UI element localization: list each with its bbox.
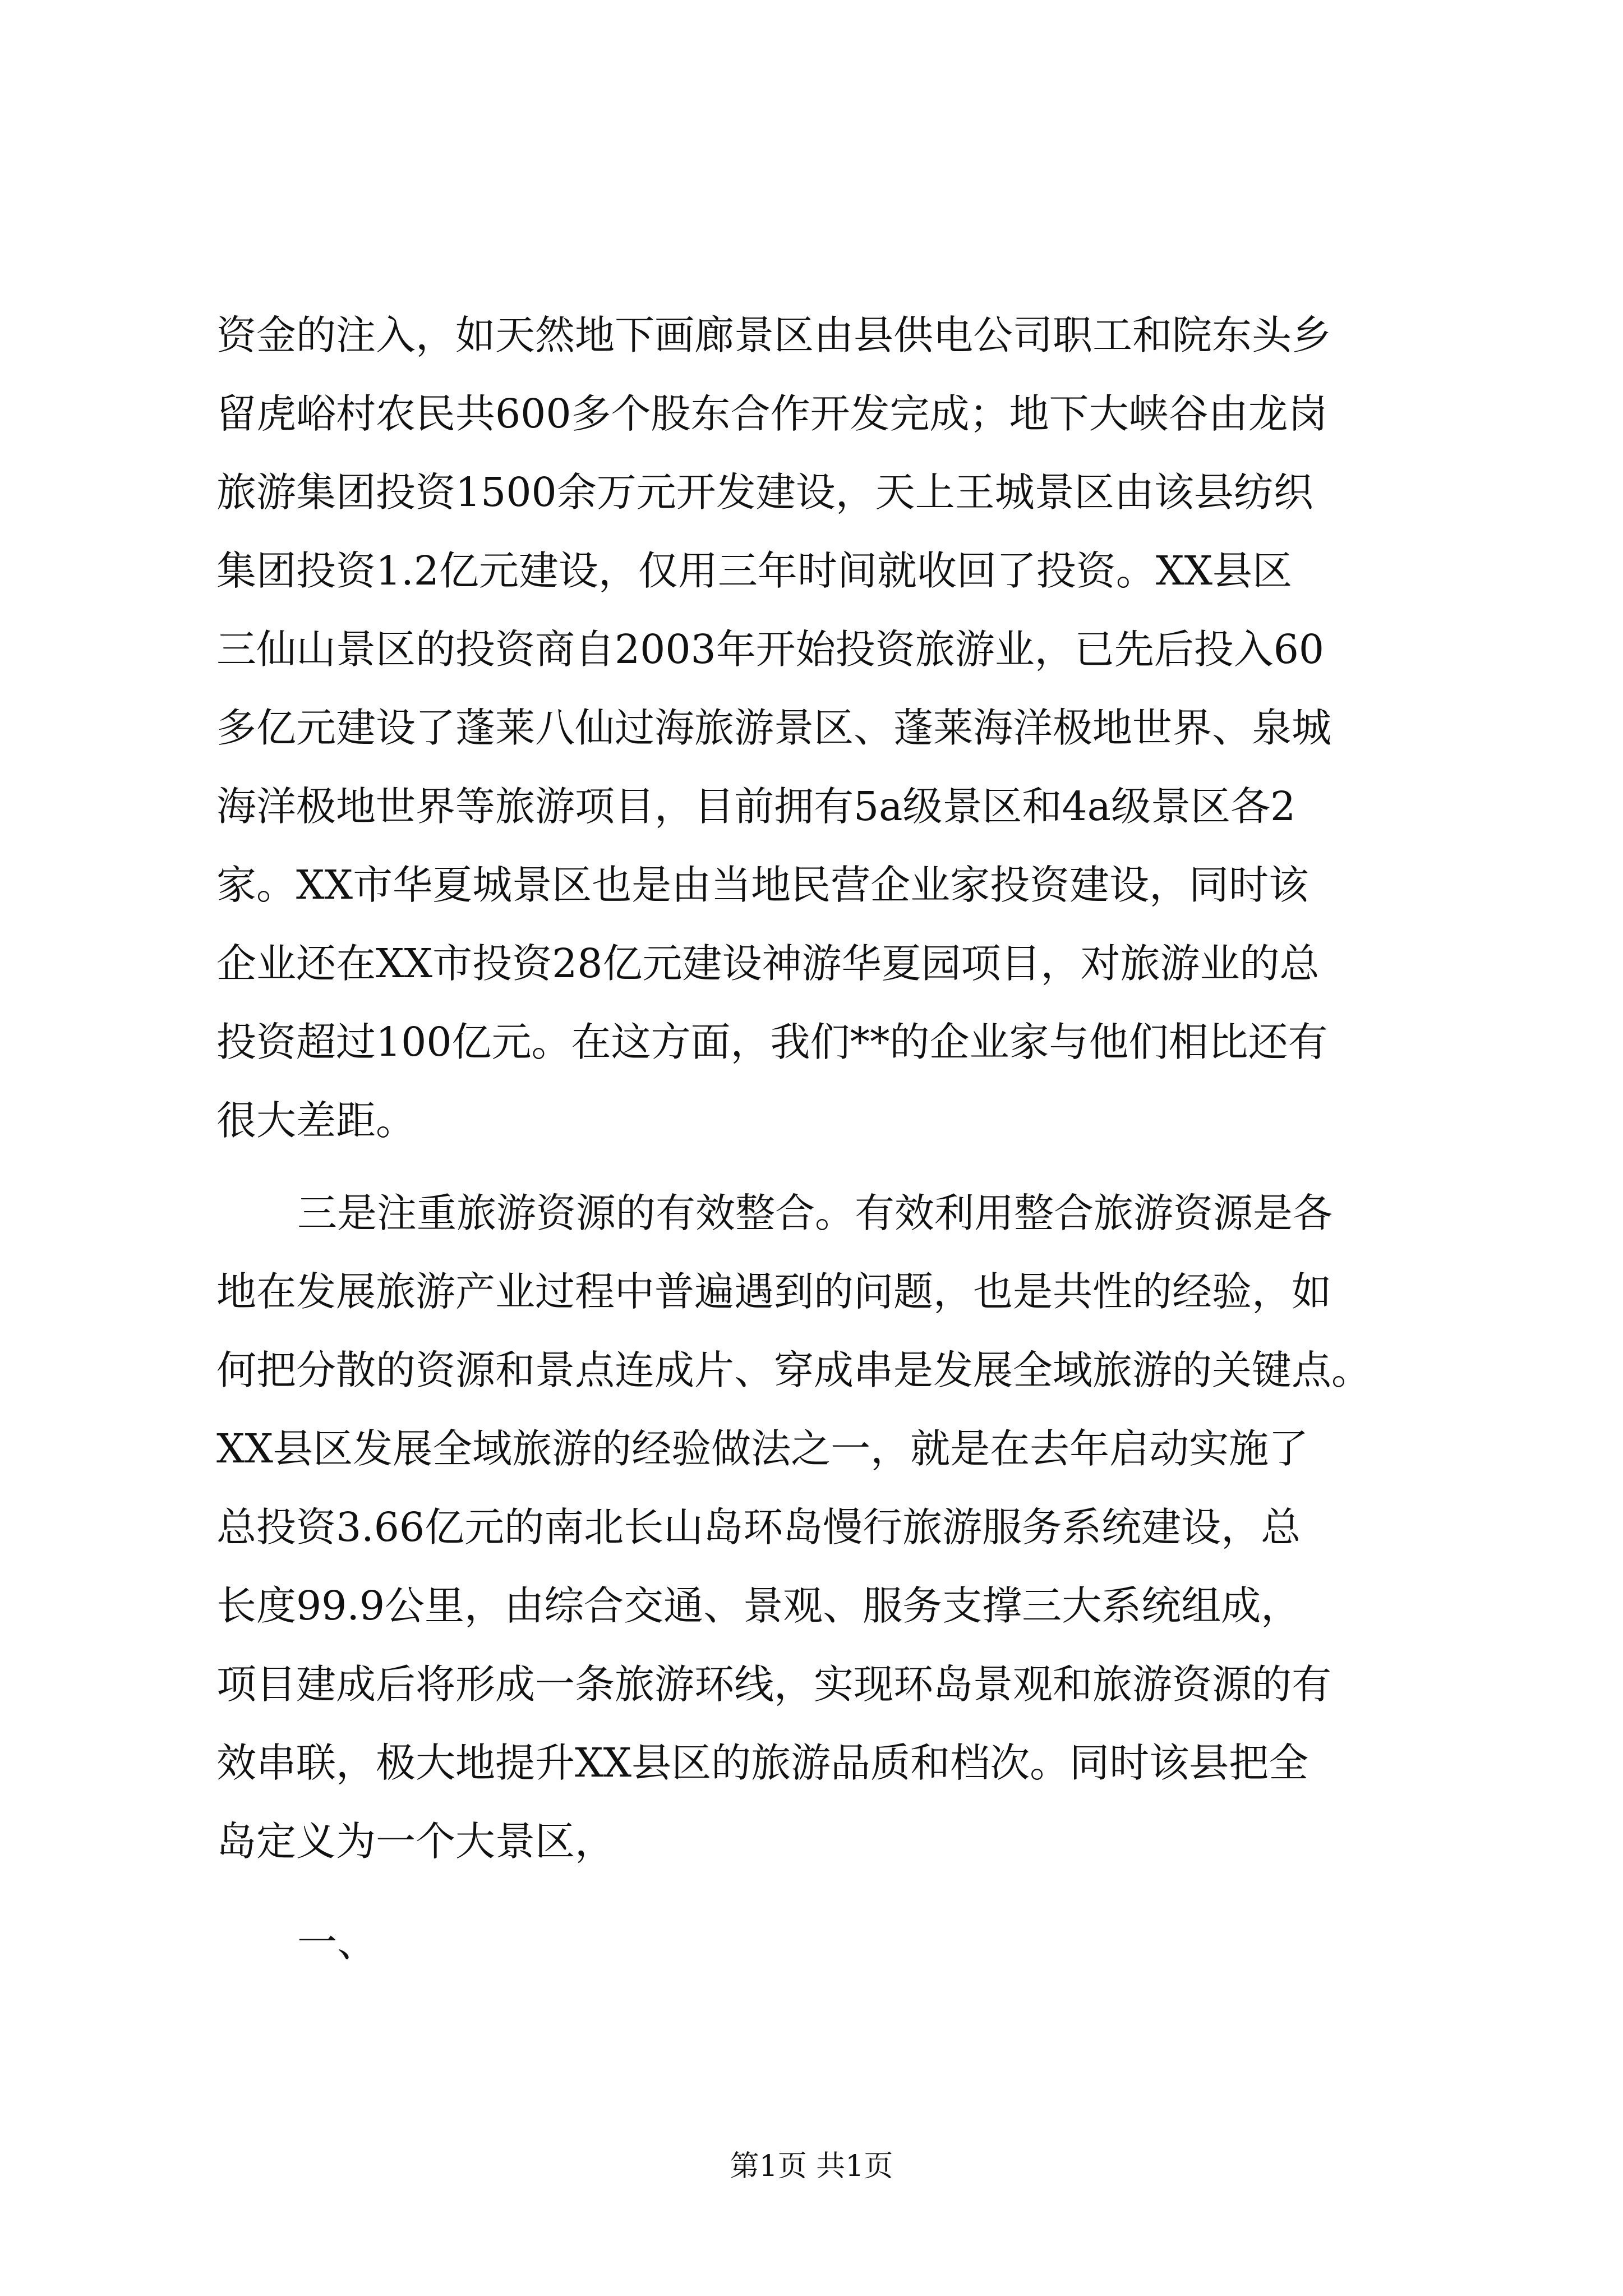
paragraph-2-line-3: 何把分散的资源和景点连成片、穿成串是发展全域旅游的关键点。	[216, 1347, 1372, 1393]
paragraph-2-line-1: 三是注重旅游资源的有效整合。有效利用整合旅游资源是各	[297, 1190, 1333, 1236]
paragraph-1-line-1: 资金的注入，如天然地下画廊景区由县供电公司职工和院东头乡	[216, 312, 1332, 358]
page-number-footer: 第1页 共1页	[730, 2150, 893, 2183]
paragraph-2-line-2: 地在发展旅游产业过程中普遍遇到的问题，也是共性的经验，如	[216, 1268, 1332, 1315]
paragraph-1-line-9: 企业还在XX市投资28亿元建设神游华夏园项目，对旅游业的总	[216, 940, 1320, 987]
paragraph-1-line-6: 多亿元建设了蓬莱八仙过海旅游景区、蓬莱海洋极地世界、泉城	[216, 705, 1332, 751]
paragraph-1-line-5: 三仙山景区的投资商自2003年开始投资旅游业，已先后投入60	[216, 626, 1325, 673]
paragraph-2-line-8: 效串联，极大地提升XX县区的旅游品质和档次。同时该县把全	[216, 1740, 1309, 1786]
paragraph-2-line-9: 岛定义为一个大景区，	[216, 1818, 615, 1865]
paragraph-1-line-11: 很大差距。	[216, 1097, 416, 1144]
paragraph-1-line-2: 留虎峪村农民共600多个股东合作开发完成；地下大峡谷由龙岗	[216, 390, 1328, 437]
paragraph-2-line-7: 项目建成后将形成一条旅游环线，实现环岛景观和旅游资源的有	[216, 1661, 1332, 1708]
paragraph-1-line-10: 投资超过100亿元。在这方面，我们**的企业家与他们相比还有	[216, 1019, 1328, 1065]
paragraph-2-line-6: 长度99.9公里，由综合交通、景观、服务支撑三大系统组成，	[216, 1582, 1301, 1629]
paragraph-1-line-8: 家。XX市华夏城景区也是由当地民营企业家投资建设，同时该	[216, 862, 1309, 908]
paragraph-1-line-4: 集团投资1.2亿元建设，仅用三年时间就收回了投资。XX县区	[216, 547, 1293, 594]
section-heading-number: 一、	[297, 1919, 377, 1966]
paragraph-1-line-7: 海洋极地世界等旅游项目，目前拥有5a级景区和4a级景区各2	[216, 783, 1296, 830]
paragraph-2-line-5: 总投资3.66亿元的南北长山岛环岛慢行旅游服务系统建设，总	[216, 1504, 1301, 1550]
paragraph-2-line-4: XX县区发展全域旅游的经验做法之一，就是在去年启动实施了	[216, 1425, 1309, 1472]
paragraph-1-line-3: 旅游集团投资1500余万元开发建设，天上王城景区由该县纺织	[216, 469, 1313, 516]
